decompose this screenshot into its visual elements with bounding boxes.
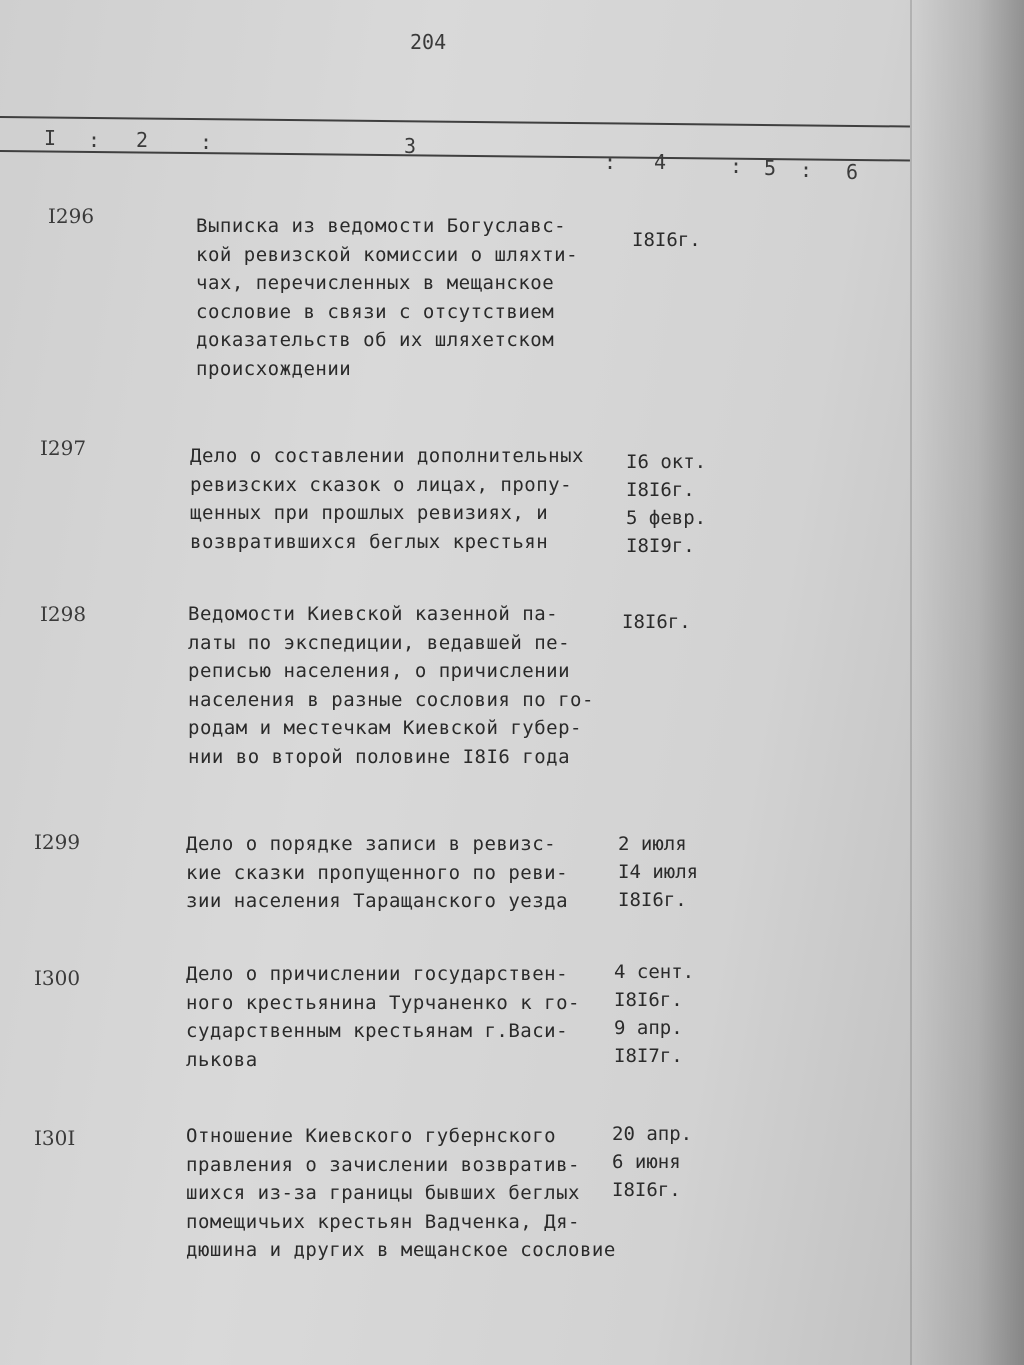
date-line: I8I7г. bbox=[614, 1045, 683, 1067]
description-line: лькова bbox=[186, 1048, 258, 1071]
entry-description bbox=[188, 600, 594, 771]
description-line: кой ревизской комиссии о шляхти- bbox=[196, 243, 579, 266]
column-header-separator: : bbox=[88, 128, 101, 152]
entry-description bbox=[190, 442, 584, 556]
entry-number: I30I bbox=[34, 1126, 76, 1150]
description-line: шихся из-за границы бывших беглых bbox=[186, 1182, 580, 1204]
column-header-5: 5 bbox=[764, 156, 777, 180]
header-top-rule bbox=[0, 116, 910, 128]
entry-dates bbox=[626, 448, 706, 560]
description-line: Выписка из ведомости Богуславс- bbox=[196, 215, 567, 237]
date-line: 4 сент. bbox=[614, 961, 695, 983]
date-line: I4 июля bbox=[618, 861, 699, 883]
date-line: I8I6г. bbox=[618, 889, 687, 911]
date-line: I8I6г. bbox=[626, 479, 695, 501]
entry-description bbox=[186, 1122, 616, 1265]
description-line: Ведомости Киевской казенной па- bbox=[188, 603, 559, 625]
date-line: I6 окт. bbox=[626, 451, 707, 473]
date-line: I8I6г. bbox=[622, 611, 691, 633]
description-line: дюшина и других в мещанское сословие bbox=[186, 1239, 616, 1261]
description-line: ного крестьянина Турчаненко к го- bbox=[186, 991, 580, 1014]
entry-dates bbox=[618, 830, 698, 914]
entry-number: I297 bbox=[40, 436, 87, 460]
entry-number: I299 bbox=[34, 830, 81, 854]
description-line: происхождении bbox=[196, 357, 352, 380]
description-line: сословие в связи с отсутствием bbox=[196, 300, 555, 323]
column-header-2: 2 bbox=[136, 128, 149, 152]
description-line: щенных при прошлых ревизиях, и bbox=[190, 502, 549, 524]
description-line: нии во второй половине I8I6 года bbox=[188, 745, 571, 768]
page-fold-line bbox=[910, 0, 912, 1365]
description-line: Отношение Киевского губернского bbox=[186, 1125, 557, 1147]
page-number: 204 bbox=[410, 30, 447, 54]
description-line: помещичьих крестьян Вадченка, Дя- bbox=[186, 1210, 580, 1233]
description-line: возвратившихся беглых крестьян bbox=[190, 530, 549, 553]
column-header-separator: : bbox=[200, 130, 213, 154]
entry-dates bbox=[612, 1120, 692, 1204]
description-line: Дело о составлении дополнительных bbox=[190, 445, 584, 467]
entry-number: I298 bbox=[40, 602, 87, 626]
description-line: сударственным крестьянам г.Васи- bbox=[186, 1020, 569, 1042]
date-line: I8I6г. bbox=[614, 989, 683, 1011]
description-line: латы по экспедиции, ведавшей пе- bbox=[188, 631, 571, 654]
date-line: 5 февр. bbox=[626, 507, 707, 529]
date-line: 2 июля bbox=[618, 833, 687, 855]
entry-description bbox=[186, 830, 568, 916]
date-line: 6 июня bbox=[612, 1151, 681, 1173]
date-line: 9 апр. bbox=[614, 1017, 683, 1039]
description-line: чах, перечисленных в мещанское bbox=[196, 272, 555, 294]
column-header-4: 4 bbox=[654, 150, 667, 174]
description-line: реписью населения, о причислении bbox=[188, 660, 571, 682]
description-line: доказательств об их шляхетском bbox=[196, 329, 555, 351]
column-header-separator: : bbox=[800, 158, 813, 182]
column-header-1: I bbox=[44, 126, 57, 150]
entry-description bbox=[196, 212, 578, 383]
date-line: 20 апр. bbox=[612, 1123, 693, 1145]
description-line: зии населения Таращанского уезда bbox=[186, 890, 569, 912]
description-line: правления о зачислении возвратив- bbox=[186, 1153, 580, 1176]
page-edge-shadow bbox=[909, 0, 1024, 1365]
entry-number: I296 bbox=[48, 204, 95, 228]
entry-number: I300 bbox=[34, 966, 81, 990]
description-line: кие сказки пропущенного по реви- bbox=[186, 861, 569, 884]
entry-dates bbox=[614, 958, 694, 1070]
date-line: I8I9г. bbox=[626, 535, 695, 557]
entry-dates bbox=[622, 608, 691, 636]
entry-description bbox=[186, 960, 580, 1074]
date-line: I8I6г. bbox=[632, 229, 701, 251]
column-header-separator: : bbox=[730, 154, 743, 178]
description-line: Дело о причислении государствен- bbox=[186, 963, 569, 985]
description-line: родам и местечкам Киевской губер- bbox=[188, 717, 582, 739]
column-header-3: 3 bbox=[404, 134, 417, 158]
description-line: населения в разные сословия по го- bbox=[188, 688, 594, 711]
description-line: Дело о порядке записи в ревизс- bbox=[186, 833, 557, 855]
column-header-6: 6 bbox=[846, 160, 859, 184]
date-line: I8I6г. bbox=[612, 1179, 681, 1201]
column-header-separator: : bbox=[604, 150, 617, 174]
description-line: ревизских сказок о лицах, пропу- bbox=[190, 473, 573, 496]
entry-dates bbox=[632, 226, 701, 254]
